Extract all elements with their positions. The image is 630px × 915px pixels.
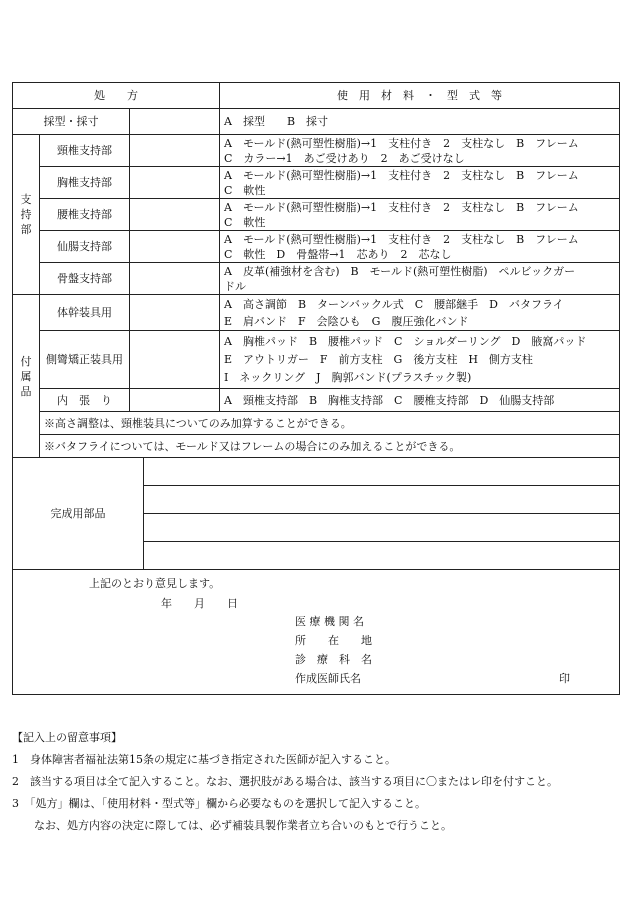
seal-mark: 印 [559, 672, 570, 685]
table-note-row [13, 412, 620, 435]
saikei-input[interactable] [130, 109, 220, 135]
doctor-label: 作成医師氏名 [295, 672, 361, 685]
instruction-item: なお、処方内容の決定に際しては、必ず補装具製作業者立ち合いのもとで行うこと。 [12, 819, 452, 832]
address-label: 所 在 地 [295, 634, 372, 647]
accessory-row [13, 389, 620, 412]
opinion-row [13, 570, 620, 695]
opinion-cell [13, 570, 620, 695]
support-options: A 皮革(補強材を含む) B モールド(熱可塑性樹脂) ペルビックガー ドル [220, 263, 620, 295]
support-options: A モールド(熱可塑性樹脂)→1 支柱付き 2 支柱なし B フレーム C 軟性 [220, 199, 620, 231]
support-row [13, 135, 620, 167]
accessory-row [13, 295, 620, 331]
department-label: 診 療 科 名 [295, 653, 372, 666]
support-label: 仙腸支持部 [40, 231, 130, 263]
support-input[interactable] [130, 263, 220, 295]
institution-label: 医 療 機 関 名 [295, 615, 364, 628]
accessory-label: 体幹装具用 [40, 295, 130, 331]
instructions-title: 【記入上の留意事項】 [12, 731, 122, 744]
support-label: 胸椎支持部 [40, 167, 130, 199]
support-row [13, 167, 620, 199]
materials-header: 使 用 材 料 ・ 型 式 等 [220, 83, 620, 109]
saikei-label: 採型・採寸 [13, 109, 130, 135]
support-row [13, 199, 620, 231]
support-group-label: 支 持 部 [13, 135, 40, 295]
accessory-options: A 高さ調節 B ターンバックル式 C 腰部継手 D バタフライ E 肩バンド F 会陰ひも G 腹圧強化バンド [220, 295, 620, 331]
support-row [13, 231, 620, 263]
accessory-input[interactable] [130, 331, 220, 389]
parts-input-line[interactable] [144, 542, 620, 570]
support-options: A モールド(熱可塑性樹脂)→1 支柱付き 2 支柱なし B フレーム C カラー→1 あご受けあり 2 あご受けなし [220, 135, 620, 167]
saikei-options: A 採型 B 採寸 [220, 109, 620, 135]
prescription-table [12, 82, 620, 695]
instruction-item: 2 該当する項目は全て記入すること。なお、選択肢がある場合は、該当する項目に〇またはレ印を付すこと。 [12, 775, 558, 788]
table-note: ※高さ調整は、頸椎装具についてのみ加算することができる。 [40, 412, 620, 435]
instruction-item: 1 身体障害者福祉法第15条の規定に基づき指定された医師が記入すること。 [12, 753, 396, 766]
support-input[interactable] [130, 199, 220, 231]
accessory-options: A 胸椎パッド B 腰椎パッド C ショルダーリング D 腋窩パッド E アウトリガー F 前方支柱 G 後方支柱 H 側方支柱 I ネックリング J 胸郭バンド(プラスチック製) [220, 331, 620, 389]
support-options: A モールド(熱可塑性樹脂)→1 支柱付き 2 支柱なし B フレーム C 軟性 D 骨盤帯→1 芯あり 2 芯なし [220, 231, 620, 263]
accessory-row [13, 331, 620, 389]
saikei-row [13, 109, 620, 135]
support-input[interactable] [130, 135, 220, 167]
header-row [13, 83, 620, 109]
accessory-label: 側彎矯正装具用 [40, 331, 130, 389]
accessory-group-label: 付 属 品 [13, 295, 40, 458]
support-label: 骨盤支持部 [40, 263, 130, 295]
support-row [13, 263, 620, 295]
table-note-row [13, 435, 620, 458]
instruction-item: 3 「処方」欄は、「使用材料・型式等」欄から必要なものを選択して記入すること。 [12, 797, 426, 810]
accessory-input[interactable] [130, 389, 220, 412]
accessory-input[interactable] [130, 295, 220, 331]
parts-input-line[interactable] [144, 458, 620, 486]
support-label: 腰椎支持部 [40, 199, 130, 231]
parts-row [13, 458, 620, 486]
table-note: ※バタフライについては、モールド又はフレームの場合にのみ加えることができる。 [40, 435, 620, 458]
opinion-date: 年 月 日 [161, 597, 238, 610]
prescription-header: 処 方 [13, 83, 220, 109]
instructions-section [12, 727, 619, 837]
support-label: 頸椎支持部 [40, 135, 130, 167]
parts-label: 完成用部品 [13, 458, 144, 570]
support-options: A モールド(熱可塑性樹脂)→1 支柱付き 2 支柱なし B フレーム C 軟性 [220, 167, 620, 199]
accessory-label: 内 張 り [40, 389, 130, 412]
opinion-statement: 上記のとおり意見します。 [89, 577, 221, 590]
support-input[interactable] [130, 167, 220, 199]
parts-input-line[interactable] [144, 486, 620, 514]
support-input[interactable] [130, 231, 220, 263]
accessory-options: A 頸椎支持部 B 胸椎支持部 C 腰椎支持部 D 仙腸支持部 [220, 389, 620, 412]
parts-input-line[interactable] [144, 514, 620, 542]
